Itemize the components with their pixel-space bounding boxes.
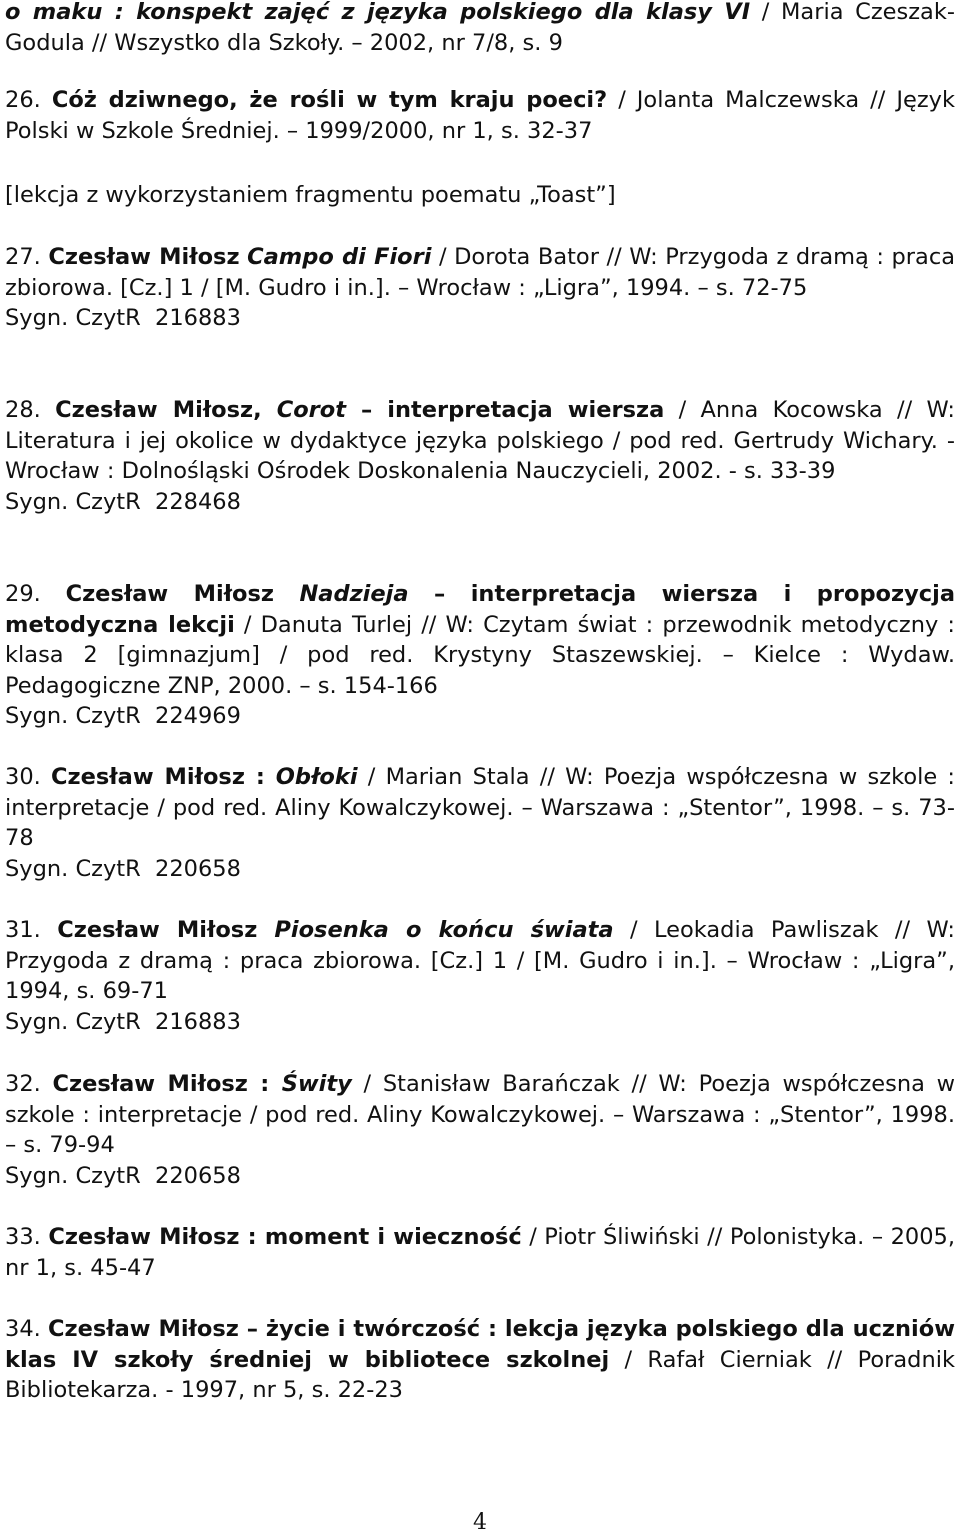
call-number: Sygn. CzytR 216883 (5, 305, 241, 332)
bibliography-entry-34 (5, 1314, 955, 1406)
call-number: Sygn. CzytR 220658 (5, 1162, 241, 1189)
entry-author: Czesław Miłosz (48, 244, 240, 270)
entry-citation: / Maria Czeszak-Godula // Wszystko dla Szkoły. – 2002, nr 7/8, s. 9 (5, 0, 955, 56)
bibliography-entry-28 (5, 395, 955, 517)
entry-author: Czesław Miłosz (57, 917, 275, 943)
entry-number: 33. (5, 1224, 41, 1250)
lesson-note: [lekcja z wykorzystaniem fragmentu poematu „Toast”] (5, 182, 616, 208)
call-number: Sygn. CzytR 228468 (5, 488, 241, 515)
entry-citation: / Dorota Bator // W: Przygoda z dramą : praca zbiorowa. [Cz.] 1 / [M. Gudro i in.]. – Wrocław : „Ligra”, 1994. – s. 72-75 (5, 244, 955, 301)
entry-number: 34. (5, 1316, 41, 1342)
entry-work: Świty (281, 1071, 352, 1097)
entry-subtitle: – interpretacja wiersza (345, 397, 665, 423)
bibliography-entry-27 (5, 242, 955, 334)
entry-citation: / Leokadia Pawliszak // W: Przygoda z dramą : praca zbiorowa. [Cz.] 1 / [M. Gudro i in.]. – Wrocław : „Ligra”, 1994, s. 69-71 (5, 917, 955, 1005)
bibliography-entry-33 (5, 1222, 955, 1283)
bibliography-entry-31 (5, 915, 955, 1037)
entry-citation: / Anna Kocowska // W: Literatura i jej okolice w dydaktyce języka polskiego / pod red. Gertrudy Wichary. - Wrocław : Dolnośląski Ośrodek Doskonalenia Nauczycieli, 2002. - s. 33-39 (5, 397, 956, 485)
call-number: Sygn. CzytR 216883 (5, 1008, 241, 1035)
entry-number: 26. (5, 87, 41, 113)
page-number: 4 (473, 1510, 487, 1535)
entry-work: Corot (276, 397, 346, 423)
entry-title: Czesław Miłosz : moment i wieczność (48, 1224, 522, 1250)
entry-number: 28. (5, 397, 41, 423)
entry-number: 32. (5, 1071, 41, 1097)
entry-number: 29. (5, 581, 41, 607)
entry-title: Cóż dziwnego, że rośli w tym kraju poeci? (51, 87, 608, 113)
entry-note (5, 180, 955, 211)
entry-work: Piosenka o końcu świata (274, 917, 614, 943)
entry-title: o maku : konspekt zajęć z języka polskiego dla klasy VI (5, 0, 751, 25)
entry-subtitle: – interpretacja wiersza i propozycja metodyczna lekcji (5, 581, 955, 638)
entry-work: Obłoki (275, 764, 358, 790)
call-number: Sygn. CzytR 220658 (5, 855, 241, 882)
entry-work: Nadzieja (299, 581, 409, 607)
entry-citation: / Piotr Śliwiński // Polonistyka. – 2005, nr 1, s. 45-47 (5, 1224, 955, 1281)
entry-author: Czesław Miłosz (65, 581, 300, 607)
entry-citation: / Jolanta Malczewska // Język Polski w Szkole Średniej. – 1999/2000, nr 1, s. 32-37 (5, 87, 955, 144)
entry-number: 30. (5, 764, 41, 790)
entry-citation: / Marian Stala // W: Poezja współczesna w szkole : interpretacje / pod red. Aliny Kowalczykowej. – Warszawa : „Stentor”, 1998. – s. 73-78 (5, 764, 955, 852)
entry-title: Czesław Miłosz – życie i twórczość : lekcja języka polskiego dla uczniów klas IV szkoły średniej w bibliotece szkolnej (5, 1316, 955, 1373)
bibliography-entry-25 (5, 0, 955, 58)
entry-author: Czesław Miłosz, (55, 397, 277, 423)
entry-number: 31. (5, 917, 41, 943)
entry-author: Czesław Miłosz : (52, 1071, 282, 1097)
entry-number: 27. (5, 244, 41, 270)
entry-citation: / Rafał Cierniak // Poradnik Bibliotekarza. - 1997, nr 5, s. 22-23 (5, 1346, 955, 1404)
entry-citation: / Danuta Turlej // W: Czytam świat : przewodnik metodyczny : klasa 2 [gimnazjum] / pod red. Krystyny Staszewskiej. – Kielce : Wydaw. Pedagogiczne ZNP, 2000. – s. 154-166 (5, 611, 955, 699)
bibliography-entry-32 (5, 1069, 955, 1191)
bibliography-entry-30 (5, 762, 955, 884)
entry-citation: / Stanisław Barańczak // W: Poezja współczesna w szkole : interpretacje / pod red. Aliny Kowalczykowej. – Warszawa : „Stentor”, 1998. – s. 79-94 (5, 1071, 956, 1159)
entry-work: Campo di Fiori (247, 244, 432, 270)
entry-author: Czesław Miłosz : (51, 764, 276, 790)
call-number: Sygn. CzytR 224969 (5, 703, 241, 730)
bibliography-entry-26 (5, 85, 955, 146)
bibliography-entry-29 (5, 579, 955, 732)
